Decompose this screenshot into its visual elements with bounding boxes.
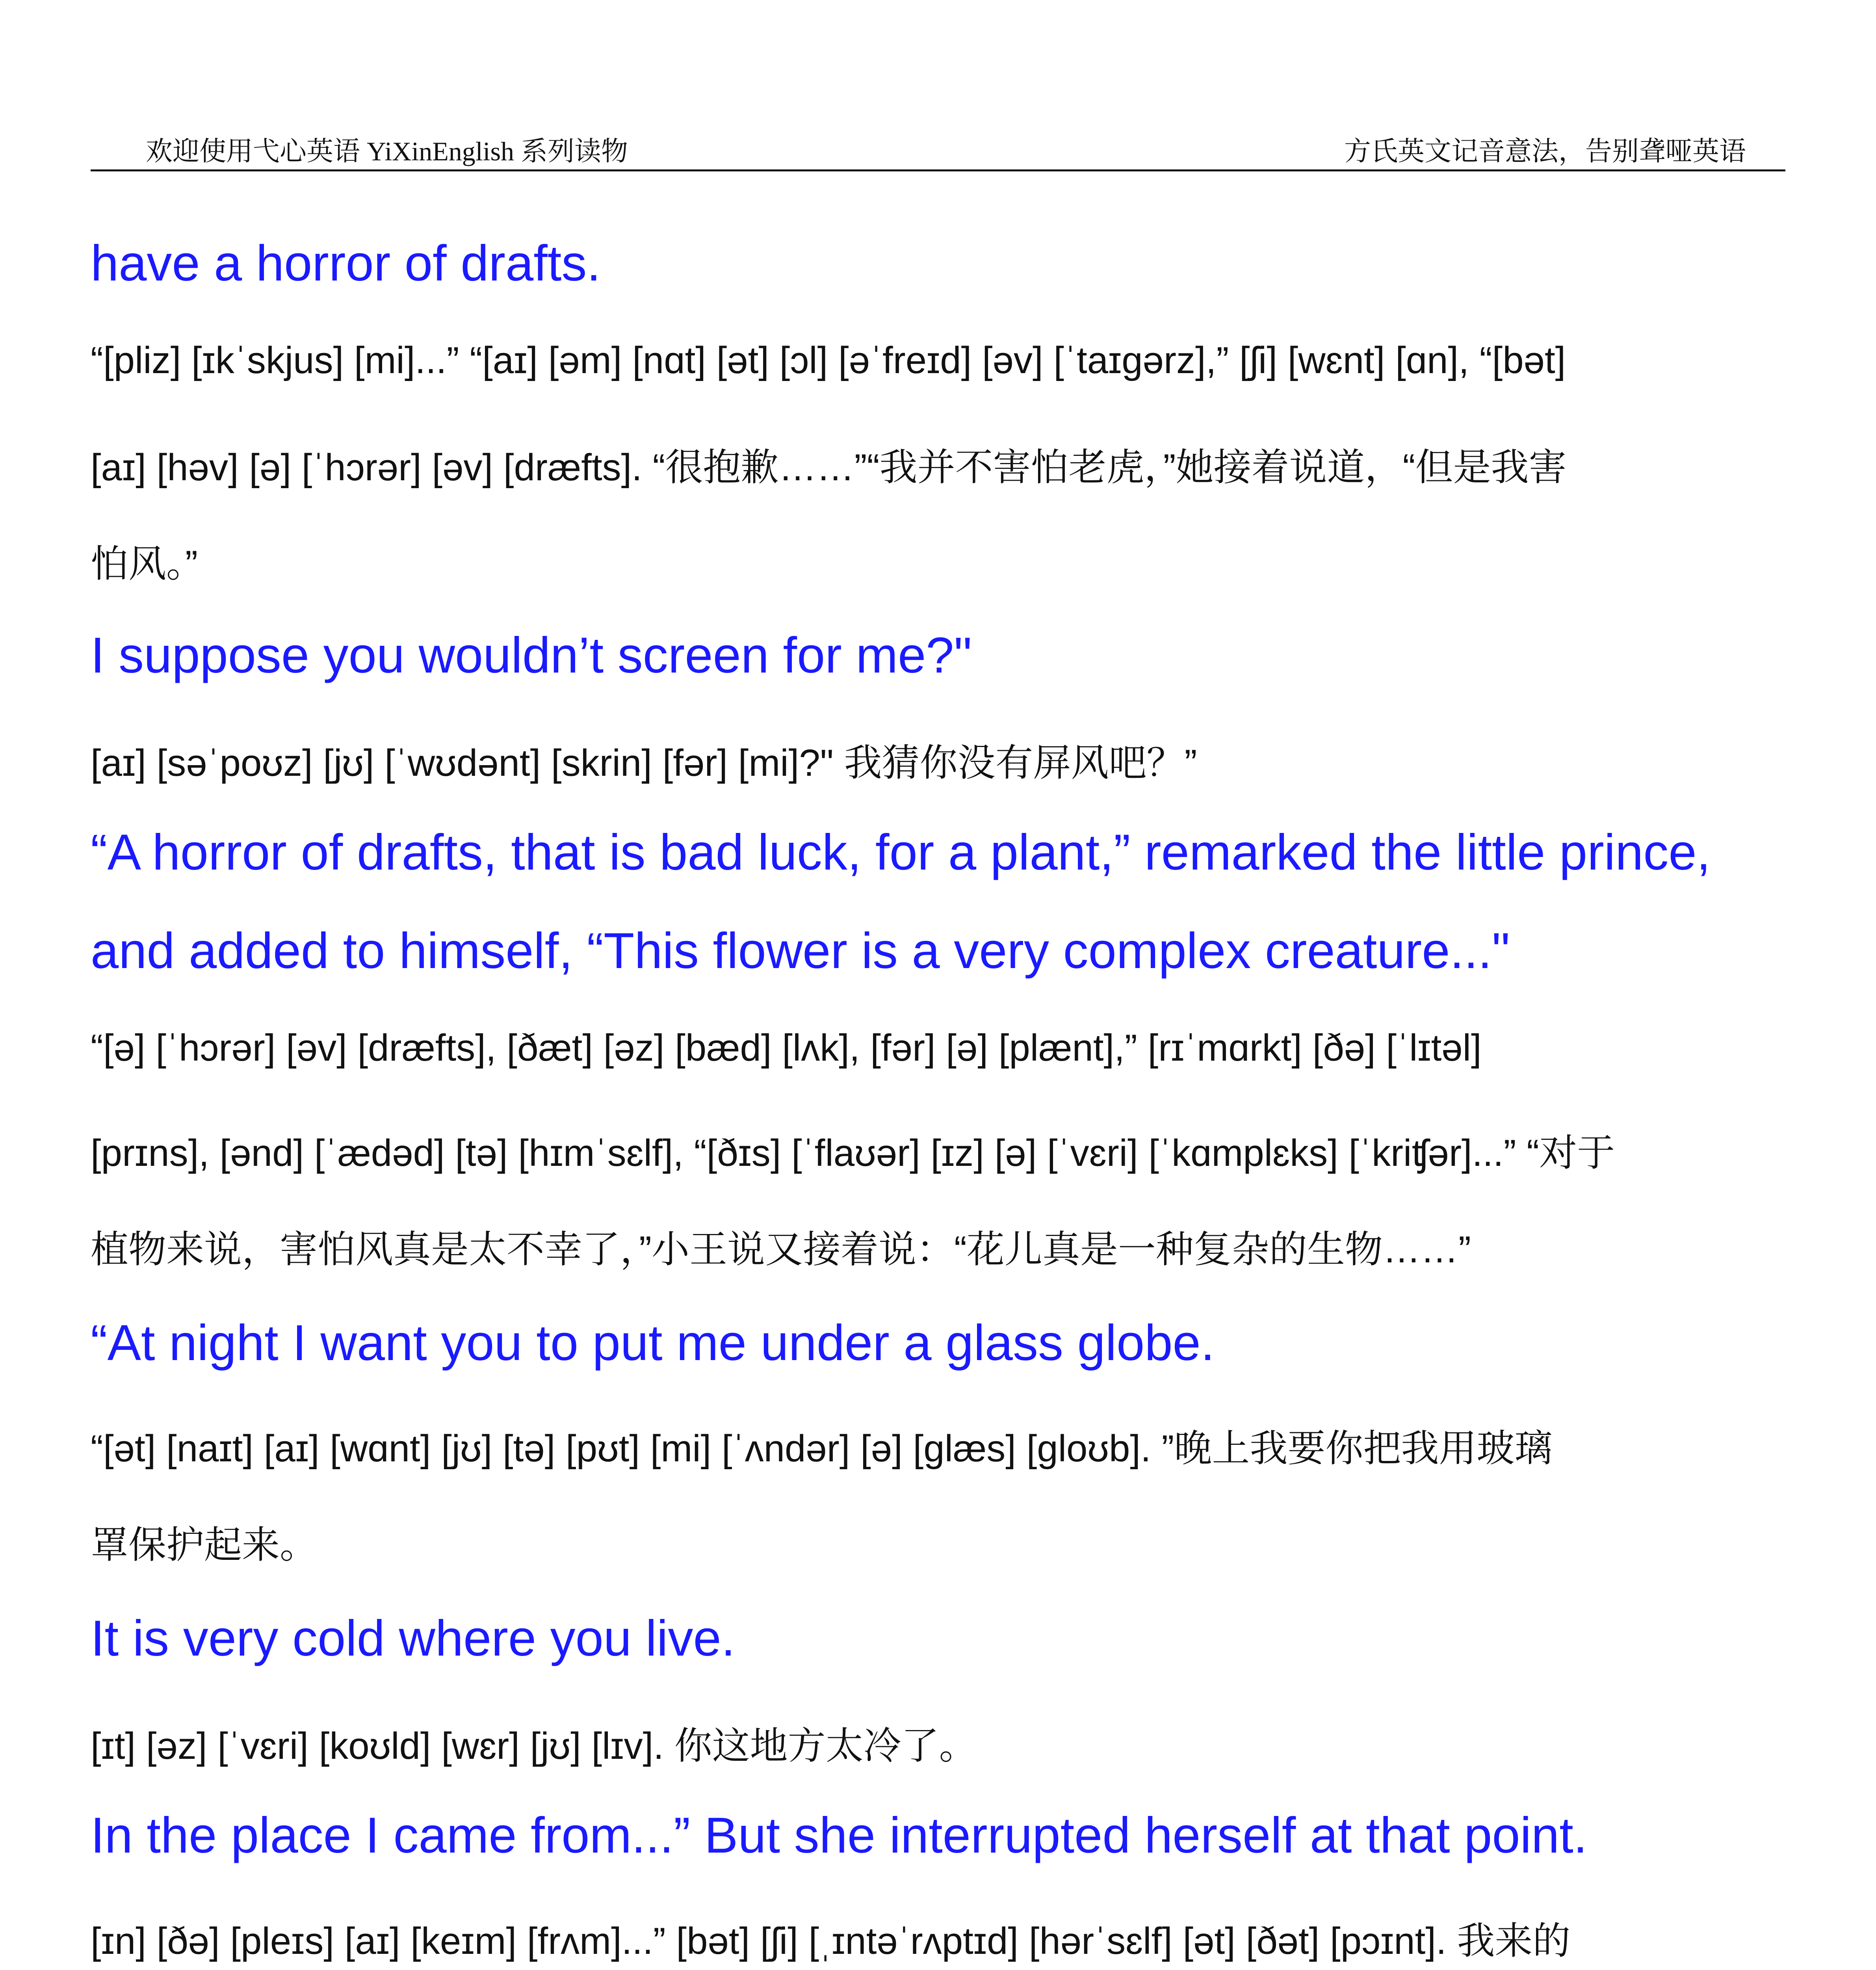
ipa-line: “[pliz] [ɪkˈskjus] [mi]...” “[aɪ] [əm] [nɑt] [ət] [ɔl] [əˈfreɪd] [əv] [ˈtaɪgərz],” [ʃi] [wɛnt] [ɑn], “[bət] bbox=[91, 339, 1566, 381]
header-left-text: 欢迎使用弋心英语 YiXinEnglish 系列读物 bbox=[146, 136, 628, 166]
ipa-line: “[ə] [ˈhɔrər] [əv] [dræfts], [ðæt] [əz] [bæd] [lʌk], [fər] [ə] [plænt],” [rɪˈmɑrkt] [ðə] [ˈlɪtəl] bbox=[91, 1027, 1482, 1069]
ipa-line: “[ət] [naɪt] [aɪ] [wɑnt] [jʊ] [tə] [pʊt] [mi] [ˈʌndər] [ə] [glæs] [gloʊb]. ”晚上我要你把我用玻璃 bbox=[91, 1427, 1553, 1470]
chinese-translation: 罩保护起来。 bbox=[91, 1524, 318, 1566]
ipa-line: [aɪ] [səˈpoʊz] [jʊ] [ˈwʊdənt] [skrin] [fər] [mi]?" 我猜你没有屏风吧？” bbox=[91, 742, 1197, 784]
ipa-line: [ɪt] [əz] [ˈvɛri] [koʊld] [wɛr] [jʊ] [lɪv]. 你这地方太冷了。 bbox=[91, 1725, 977, 1767]
chinese-translation: 怕风。” bbox=[91, 543, 198, 585]
ipa-line: [aɪ] [həv] [ə] [ˈhɔrər] [əv] [dræfts]. “很抱歉……”“我并不害怕老虎，”她接着说道，“但是我害 bbox=[91, 446, 1567, 489]
ipa-line: [ɪn] [ðə] [pleɪs] [aɪ] [keɪm] [frʌm]...” [bət] [ʃi] [ˌɪntəˈrʌptɪd] [hərˈsɛlf] [ət] [ðət] [pɔɪnt]. 我来的 bbox=[91, 1920, 1571, 1962]
english-sentence: “A horror of drafts, that is bad luck, for a plant,” remarked the little prince, bbox=[91, 824, 1711, 881]
chinese-translation: 植物来说，害怕风真是太不幸了，”小王说又接着说：“花儿真是一种复杂的生物……” bbox=[91, 1228, 1471, 1271]
header-rule bbox=[91, 169, 1785, 171]
english-sentence: and added to himself, “This flower is a very complex creature..." bbox=[91, 923, 1510, 979]
english-sentence: It is very cold where you live. bbox=[91, 1610, 736, 1667]
english-sentence: “At night I want you to put me under a glass globe. bbox=[91, 1315, 1215, 1371]
header-right-text: 方氏英文记音意法，告别聋哑英语 bbox=[1344, 136, 1746, 166]
english-sentence: I suppose you wouldn’t screen for me?" bbox=[91, 627, 972, 684]
ipa-line: [prɪns], [ənd] [ˈædəd] [tə] [hɪmˈsɛlf], “[ðɪs] [ˈflaʊər] [ɪz] [ə] [ˈvɛri] [ˈkɑmplɛks] [ˈkriʧər]...” “对于 bbox=[91, 1132, 1615, 1174]
english-sentence: have a horror of drafts. bbox=[91, 235, 601, 292]
english-sentence: In the place I came from...” But she interrupted herself at that point. bbox=[91, 1807, 1588, 1864]
